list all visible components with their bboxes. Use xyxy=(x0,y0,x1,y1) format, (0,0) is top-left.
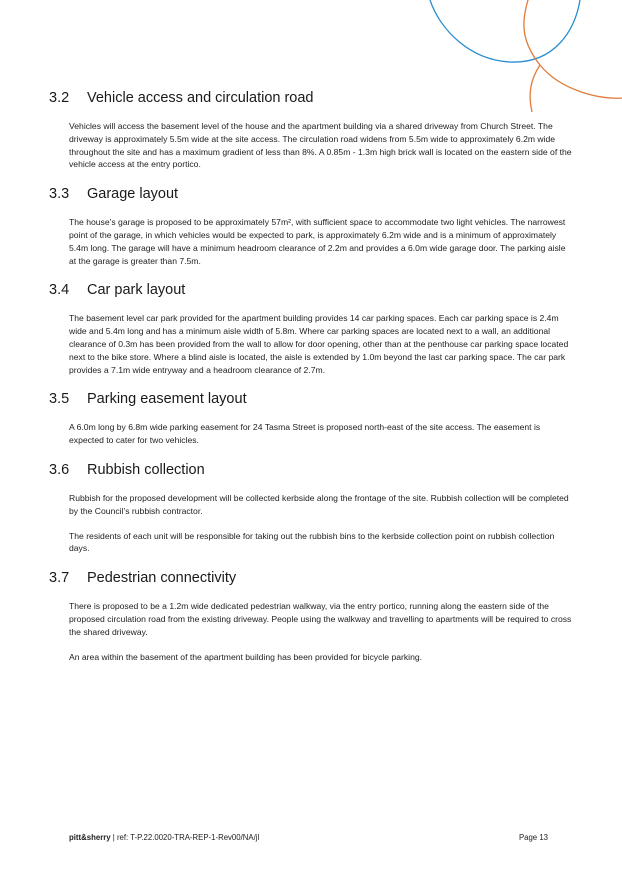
paragraph: There is proposed to be a 1.2m wide dedicated pedestrian walkway, via the entry portico, running along the eastern side of the proposed circulation road from the existing driveway. People using the walkway and travelling to apartments will be required to cross the shared driveway. xyxy=(69,601,572,637)
section-heading xyxy=(49,90,573,106)
section-title: Parking easement layout xyxy=(87,391,247,408)
paragraph: Rubbish for the proposed development will be collected kerbside along the frontage of the site. Rubbish collection will be completed by the Council’s rubbish contractor. xyxy=(69,492,569,516)
section-title: Pedestrian connectivity xyxy=(87,570,237,587)
footer-reference xyxy=(69,833,259,842)
paragraph: The basement level car park provided for the apartment building provides 14 car parking spaces. Each car parking space is 2.4m wide and 5.4m long and has a minimum aisle width of 5.8m. Where car parking spaces are located next to a wall, an additional clearance of 0.3m has been provided from the wall to allow for door opening, other than at the penthouse car parking space located next to the bike store. Where a blind aisle is located, the aisle is extended by 1.0m beyond the last car parking space. The car park provides a 7.1m wide entryway and a headroom clearance of 2.7m. xyxy=(69,313,569,375)
section-heading xyxy=(49,391,573,407)
section-title: Rubbish collection xyxy=(87,461,205,478)
paragraph: Vehicles will access the basement level of the house and the apartment building via a shared driveway from Church Street. The driveway is approximately 5.5m wide at the site access. The circulation road widens from 5.5m wide to approximately 6.2m wide throughout the site and has a maximum gradient of less than 8%. A 0.85m - 1.3m high brick wall is located on the eastern side of the vehicle access at the entry portico. xyxy=(69,121,572,170)
section-3-7 xyxy=(49,570,573,663)
footer-brand: pitt&sherry xyxy=(69,833,111,842)
section-title: Car park layout xyxy=(87,282,186,299)
footer-ref: | ref: T-P.22.0020-TRA-REP-1-Rev00/NA/jl xyxy=(110,833,260,842)
section-3-6 xyxy=(49,462,573,555)
section-3-2 xyxy=(49,90,573,171)
section-number: 3.3 xyxy=(49,186,70,203)
section-number: 3.5 xyxy=(49,391,70,408)
section-title: Vehicle access and circulation road xyxy=(87,90,314,106)
section-heading xyxy=(49,570,573,586)
section-heading xyxy=(49,462,573,478)
section-heading xyxy=(49,282,573,298)
section-number: 3.4 xyxy=(49,282,70,299)
page-footer xyxy=(69,833,548,842)
section-3-5 xyxy=(49,391,573,447)
paragraph: The house’s garage is proposed to be approximately 57m², with sufficient space to accommodate two light vehicles. The narrowest point of the garage, in which vehicles would be expected to park, is approximately 6.2m wide and is a minimum of approximately 5.4m long. The garage will have a minimum headroom clearance of 2.2m and provides a 6.0m wide garage door. The parking aisle at the garage is greater than 7.5m. xyxy=(69,217,566,266)
section-3-3 xyxy=(49,186,573,267)
section-3-4 xyxy=(49,282,573,376)
orange-arc xyxy=(524,0,622,98)
page-number: Page 13 xyxy=(518,833,548,842)
section-title: Garage layout xyxy=(87,186,179,203)
section-number: 3.2 xyxy=(49,90,70,106)
section-heading xyxy=(49,186,573,202)
blue-arc xyxy=(430,0,580,62)
report-body xyxy=(49,90,573,678)
paragraph: The residents of each unit will be responsible for taking out the rubbish bins to the kerbside collection point on rubbish collection days. xyxy=(69,530,555,554)
paragraph: An area within the basement of the apartment building has been provided for bicycle parking. xyxy=(69,651,423,662)
section-number: 3.7 xyxy=(49,570,70,587)
section-number: 3.6 xyxy=(49,461,70,478)
paragraph: A 6.0m long by 6.8m wide parking easement for 24 Tasma Street is proposed north-east of the site access. The easement is expected to cater for two vehicles. xyxy=(69,422,541,446)
